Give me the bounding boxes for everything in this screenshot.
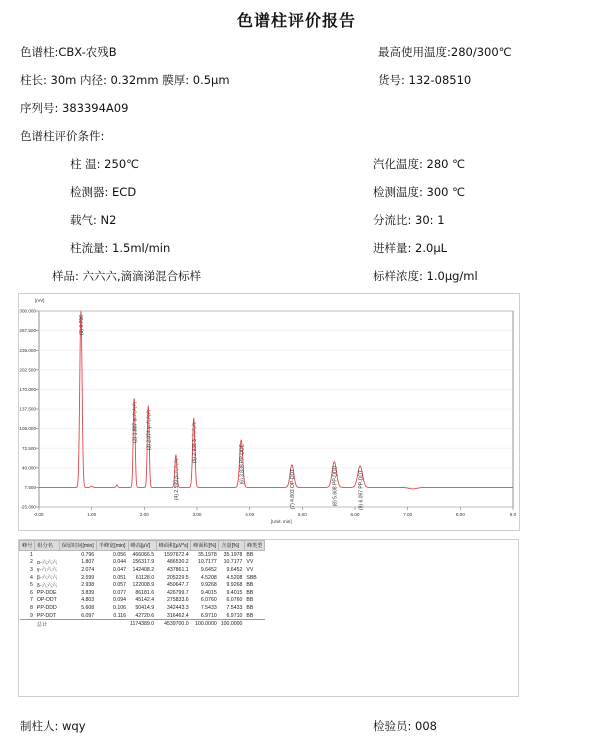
x-tick-label: 4.00 [245, 512, 255, 517]
table-cell: BB [246, 604, 254, 611]
table-cell: 6 [30, 589, 33, 596]
table-cell: α-六六六 [36, 559, 58, 566]
table-cell: SBB [246, 574, 257, 581]
x-tick-label: 6.00 [350, 512, 360, 517]
results-table [19, 540, 265, 628]
table-cell: 0.077 [113, 589, 126, 596]
x-unit-label: [Unit: min] [270, 519, 292, 524]
x-tick-label: 1.00 [87, 512, 97, 517]
x-tick-label: 8.00 [455, 512, 465, 517]
injector-temperature: 汽化温度: 280 ℃ [373, 157, 466, 171]
table-cell: 486530.2 [167, 559, 189, 566]
table-cell: 10.7177 [197, 559, 217, 566]
table-cell: 6.9710 [200, 612, 217, 619]
peak-label: (4) 2.599 β-六六六 [174, 459, 181, 501]
table-cell: 8 [30, 604, 33, 611]
max-temperature: 最高使用温度:280/300℃ [378, 45, 512, 59]
table-row [20, 559, 265, 567]
column-header: 峰号 [20, 541, 35, 551]
column-name: 色谱柱:CBX-农残B [20, 45, 117, 59]
table-cell: 426799.7 [167, 589, 189, 596]
table-cell: 3 [30, 566, 33, 573]
part-number: 货号: 132-08510 [378, 73, 472, 87]
table-cell: 1 [30, 551, 33, 558]
table-cell: 122008.9 [132, 582, 155, 589]
y-tick-label: 72.500 [21, 445, 36, 451]
table-cell: VV [246, 559, 254, 566]
table-cell [20, 620, 35, 628]
y-tick-label: 267.500 [19, 328, 36, 334]
table-cell: 1174389.0 [130, 621, 155, 628]
peak-label: (7) 4.803 OP-DDT [290, 468, 297, 510]
table-cell: 100.0000 [191, 620, 219, 628]
table-cell: 9.9268 [226, 582, 243, 589]
column-header: 含量[%] [219, 541, 245, 551]
table-cell: 7.5433 [200, 604, 217, 611]
table-cell: 450647.7 [167, 582, 189, 589]
table-cell [59, 620, 96, 628]
table-cell: OP-DDT [36, 597, 57, 604]
peak-label: (5) 2.938 δ-六六六 [191, 422, 198, 464]
report-title: 色谱柱评价报告 [236, 11, 356, 30]
chromatogram-chart [19, 294, 519, 530]
table-cell: 0.094 [113, 597, 126, 604]
table-row [20, 604, 265, 612]
y-tick-label: 235.000 [19, 347, 36, 353]
table-cell: 9.6452 [226, 566, 243, 573]
y-unit-label: [mV] [35, 298, 45, 303]
column-header: 峰面积[μV*s] [156, 541, 191, 551]
peak-label: (1) 0.796 [79, 315, 86, 336]
results-header-row [20, 541, 265, 551]
signal-trace [39, 311, 513, 489]
detector-temperature: 检测温度: 300 ℃ [373, 185, 466, 199]
table-cell: 45142.4 [135, 597, 155, 604]
table-cell: 316462.4 [167, 612, 189, 619]
peak-label: (8) 5.608 PP-DDD [332, 465, 339, 507]
table-cell: 100.0000 [220, 621, 243, 628]
table-cell: 342443.3 [167, 604, 189, 611]
serial-number: 序列号: 383394A09 [20, 101, 129, 115]
table-cell: BB [246, 612, 254, 619]
table-cell [35, 551, 59, 559]
table-cell: PP-DDT [36, 612, 57, 619]
y-tick-label: -25.000 [20, 504, 36, 510]
table-row [20, 581, 265, 589]
table-row [20, 566, 265, 574]
column-temperature: 柱 温: 250℃ [70, 157, 140, 171]
table-cell: 156317.9 [132, 559, 155, 566]
table-cell: 61128.0 [135, 574, 155, 581]
table-cell: 9.9268 [200, 582, 217, 589]
table-cell: 0.796 [81, 551, 95, 558]
table-row [20, 551, 265, 559]
table-cell: 5 [30, 582, 33, 589]
table-cell: 35.1978 [223, 551, 243, 558]
table-cell: 2 [30, 559, 33, 566]
table-cell: δ-六六六 [36, 582, 58, 589]
total-row [20, 620, 265, 628]
table-cell: 总计 [35, 620, 59, 628]
y-tick-label: 40.000 [21, 465, 36, 471]
table-cell: 0.116 [113, 612, 126, 619]
column-header: 峰类型 [244, 541, 265, 551]
table-row [20, 597, 265, 605]
table-cell: BB [246, 551, 254, 558]
table-cell [96, 620, 128, 628]
table-cell: VV [246, 566, 254, 573]
table-cell: 466066.5 [132, 551, 155, 558]
table-cell: PP-DDE [36, 589, 57, 596]
table-cell: 2.938 [81, 582, 95, 589]
table-cell: 7 [30, 597, 33, 604]
chromatogram-panel [18, 293, 520, 531]
x-tick-label: 5.00 [297, 512, 307, 517]
column-header: 保留时间[min] [59, 541, 96, 551]
table-cell: 4 [30, 574, 33, 581]
table-cell: 1597672.4 [164, 551, 189, 558]
table-cell: 0.106 [113, 604, 126, 611]
peak-label: (6) 3.839 PP-DDE [239, 444, 246, 485]
table-cell: 1.807 [81, 559, 95, 566]
carrier-gas: 载气: N2 [70, 213, 117, 227]
table-cell [244, 620, 265, 628]
table-cell: 3.839 [81, 589, 95, 596]
column-header: 峰高[μV] [128, 541, 156, 551]
y-tick-label: 170.000 [19, 387, 36, 392]
table-cell: 7.5433 [226, 604, 243, 611]
y-tick-label: 105.000 [19, 426, 36, 432]
x-tick-label: 9.0 [509, 512, 517, 517]
table-cell: 0.047 [113, 566, 126, 573]
x-tick-label: 2.00 [139, 512, 149, 517]
table-cell: 10.7177 [223, 559, 243, 566]
standard-concentration: 标样浓度: 1.0μg/ml [373, 269, 478, 283]
split-ratio: 分流比: 30: 1 [373, 213, 445, 227]
table-cell: 0.044 [113, 559, 126, 566]
y-tick-label: 300.000 [19, 308, 36, 314]
column-header: 半峰宽[min] [96, 541, 128, 551]
table-cell: 2.074 [81, 566, 95, 573]
column-flow: 柱流量: 1.5ml/min [70, 241, 171, 255]
table-cell: 6.9710 [226, 612, 243, 619]
table-cell: 35.1978 [197, 551, 217, 558]
table-cell: 6.0760 [200, 597, 217, 604]
table-cell: 142408.2 [132, 566, 155, 573]
table-cell: γ-六六六 [36, 567, 57, 574]
table-cell: 9 [30, 612, 33, 619]
table-cell: 437861.1 [167, 566, 189, 573]
x-tick-label: 0.00 [34, 512, 44, 517]
column-header: 峰面积[%] [191, 541, 219, 551]
table-cell: 4.803 [81, 597, 95, 604]
table-cell: BB [246, 589, 254, 596]
inspector: 检验员: 008 [373, 719, 437, 733]
table-cell: 4539700.0 [156, 620, 191, 628]
peak-label: (9) 6.097 PP-DDT [358, 469, 365, 511]
results-panel [18, 539, 519, 697]
x-tick-label: 3.00 [192, 512, 202, 517]
table-cell: 50414.9 [135, 604, 155, 611]
column-dimensions: 柱长: 30m 内径: 0.32mm 膜厚: 0.5μm [20, 73, 230, 87]
table-cell: 205229.5 [167, 574, 189, 581]
y-tick-label: 202.500 [19, 367, 36, 373]
table-row [20, 589, 265, 597]
table-cell: 0.051 [113, 574, 126, 581]
table-cell: 9.6452 [200, 566, 217, 573]
table-cell: 6.0760 [226, 597, 243, 604]
injection-volume: 进样量: 2.0μL [373, 241, 448, 255]
table-cell: 4.5208 [200, 574, 217, 581]
column-maker: 制柱人: wqy [20, 719, 86, 733]
column-header: 组分名 [35, 541, 59, 551]
table-cell: 5.608 [81, 604, 95, 611]
sample: 样品: 六六六,滴滴涕混合标样 [52, 269, 202, 283]
table-row [20, 612, 265, 620]
peak-label: (3) 2.074 γ-六六六 [146, 409, 153, 451]
table-cell: 4.5208 [226, 574, 243, 581]
table-cell: β-六六六 [36, 575, 58, 582]
table-cell: 0.056 [113, 551, 126, 558]
y-tick-label: 137.500 [19, 406, 36, 412]
conditions-heading: 色谱柱评价条件: [20, 129, 105, 143]
table-cell: 9.4015 [200, 589, 217, 596]
table-cell: PP-DDD [36, 604, 57, 611]
detector: 检测器: ECD [70, 185, 137, 199]
table-cell: 0.057 [113, 582, 126, 589]
table-cell: 42720.6 [135, 612, 155, 619]
x-tick-label: 7.00 [403, 512, 413, 517]
table-cell: 6.097 [81, 612, 95, 619]
peak-label: (2) 1.807 α-六六六 [132, 401, 139, 443]
table-cell: 2.599 [81, 574, 95, 581]
table-cell: BB [246, 597, 254, 604]
table-cell: BB [246, 582, 254, 589]
table-cell: 9.4015 [226, 589, 243, 596]
table-row [20, 574, 265, 582]
table-cell: 86181.6 [135, 589, 155, 596]
table-cell: 275833.6 [167, 597, 189, 604]
y-tick-label: 7.500 [24, 485, 36, 490]
